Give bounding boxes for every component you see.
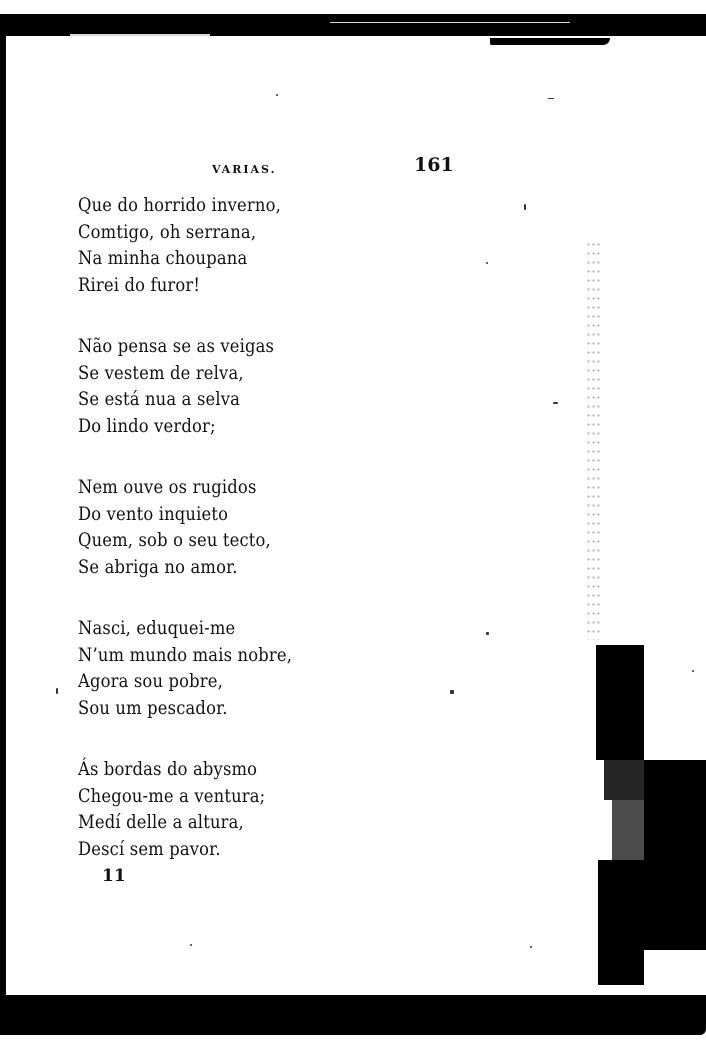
scan-speck — [190, 944, 192, 946]
poem-line: Medí delle a altura, — [78, 811, 244, 833]
scan-gutter-noise — [586, 240, 600, 640]
stanza — [78, 474, 478, 580]
scan-speck — [692, 670, 694, 672]
scan-speck — [56, 688, 58, 694]
scan-dark-patch — [598, 860, 644, 985]
poem-line: Nem ouve os rugidos — [78, 476, 257, 498]
scan-speck — [486, 632, 489, 635]
stanza — [78, 615, 478, 721]
scan-speck — [548, 98, 554, 99]
poem-line: Rirei do furor! — [78, 273, 201, 296]
scan-streak — [70, 34, 210, 36]
poem-line: N’um mundo mais nobre, — [78, 643, 293, 666]
scan-dark-patch — [612, 800, 644, 860]
scan-speck — [276, 94, 278, 96]
poem-line: Quem, sob o seu tecto, — [78, 529, 271, 551]
poem-line: Se abriga no amor. — [78, 555, 238, 578]
scan-border-top-tail — [490, 38, 610, 45]
scan-speck — [553, 402, 558, 404]
scan-speck — [524, 204, 526, 210]
poem-line: Na minha choupana — [78, 247, 248, 269]
poem — [78, 192, 478, 897]
poem-line: Descí sem pavor. — [78, 837, 221, 860]
scan-border-top — [0, 14, 706, 36]
scan-border-left — [0, 14, 6, 1014]
scan-speck — [486, 262, 488, 264]
poem-line: Que do horrido inverno, — [78, 194, 281, 216]
stanza — [78, 333, 478, 439]
poem-line: Agora sou pobre, — [78, 670, 223, 692]
page-number: 161 — [414, 154, 454, 176]
poem-line: Nasci, eduquei-me — [78, 617, 236, 639]
poem-line: Ás bordas do abysmo — [78, 758, 258, 780]
poem-line: Chegou-me a ventura; — [78, 784, 266, 807]
scan-border-bottom — [0, 995, 706, 1035]
poem-line: Se vestem de relva, — [78, 361, 244, 384]
poem-line: Se está nua a selva — [78, 388, 241, 410]
scan-dark-patch — [604, 760, 644, 800]
scan-speck — [530, 946, 532, 948]
stanza — [78, 756, 478, 862]
scan-dark-patch — [644, 760, 706, 950]
poem-line: Sou um pescador. — [78, 696, 228, 719]
poem-line: Não pensa se as veigas — [78, 335, 275, 357]
running-head: VARIAS. — [212, 163, 277, 176]
scan-dark-patch — [596, 645, 644, 760]
signature-mark: 11 — [102, 866, 126, 886]
poem-line: Comtigo, oh serrana, — [78, 220, 257, 243]
poem-line: Do lindo verdor; — [78, 414, 216, 437]
scan-streak — [330, 22, 570, 23]
poem-line: Do vento inquieto — [78, 502, 229, 525]
stanza — [78, 192, 478, 298]
